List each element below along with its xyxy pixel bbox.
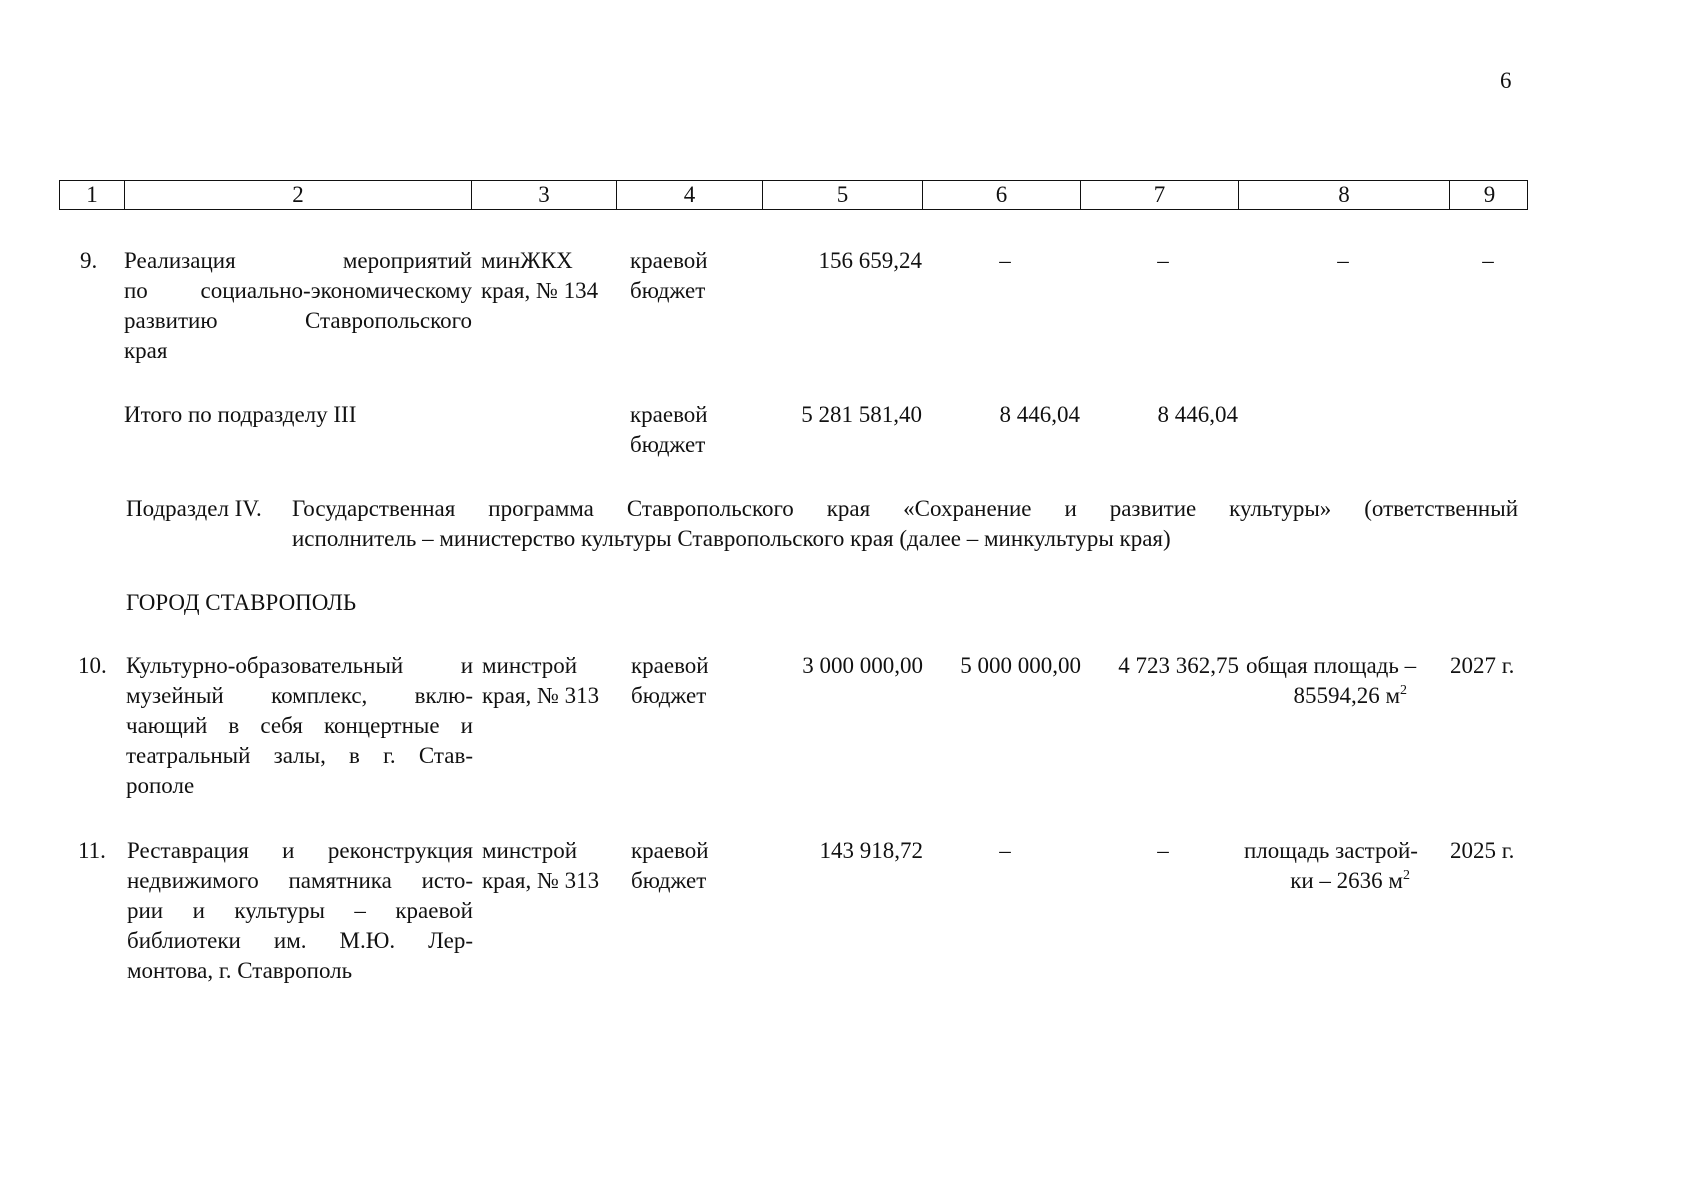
unit-superscript: 2 bbox=[1400, 683, 1407, 698]
row-col9-value: – bbox=[1482, 248, 1494, 273]
row-name-line: Реализация мероприятий bbox=[124, 248, 472, 273]
row-org-line: края, № 313 bbox=[482, 868, 600, 893]
row-org-line: минстрой bbox=[482, 838, 578, 863]
row-name-line: по социально-экономическому bbox=[124, 278, 472, 303]
row-col6-value: 5 000 000,00 bbox=[960, 653, 1081, 678]
row-org bbox=[482, 836, 599, 896]
row-col9-value: 2025 г. bbox=[1450, 838, 1515, 863]
column-number: 7 bbox=[1081, 181, 1239, 209]
row-org bbox=[482, 651, 599, 711]
row-name-line: рополе bbox=[126, 773, 195, 798]
column-number: 6 bbox=[923, 181, 1081, 209]
row-org-line: края, № 134 bbox=[481, 278, 599, 303]
subtotal-budget-line: краевой bbox=[630, 402, 708, 427]
row-col6-value: – bbox=[999, 838, 1011, 863]
subsection-prefix: Подраздел IV. bbox=[126, 496, 262, 521]
row-col9-value: 2027 г. bbox=[1450, 653, 1515, 678]
row-org-line: минЖКХ bbox=[481, 248, 573, 273]
row-name-line: чающий в себя концертные и bbox=[126, 713, 473, 738]
row-col7-value: 4 723 362,75 bbox=[1118, 653, 1239, 678]
column-number: 4 bbox=[617, 181, 763, 209]
row-budget bbox=[631, 651, 709, 711]
unit-superscript: 2 bbox=[1403, 868, 1410, 883]
subtotal-col7-value: 8 446,04 bbox=[1157, 402, 1238, 427]
page-number: 6 bbox=[1500, 68, 1512, 93]
city-heading: ГОРОД СТАВРОПОЛЬ bbox=[126, 590, 357, 615]
subtotal-col6-value: 8 446,04 bbox=[999, 402, 1080, 427]
row-budget-line: бюджет bbox=[631, 868, 707, 893]
row-number: 10. bbox=[78, 653, 107, 678]
row-col5-value: 143 918,72 bbox=[819, 838, 923, 863]
row-name-line: театральный залы, в г. Став- bbox=[126, 743, 473, 768]
row-col8-line: площадь застрой- bbox=[1244, 838, 1418, 863]
row-name-line: развитию Ставропольского bbox=[124, 308, 472, 333]
row-name-line: музейный комплекс, вклю- bbox=[126, 683, 473, 708]
row-budget-line: краевой bbox=[630, 248, 708, 273]
row-name-line: Реставрация и реконструкция bbox=[127, 838, 473, 863]
row-budget-line: бюджет bbox=[630, 278, 706, 303]
row-number: 11. bbox=[78, 838, 106, 863]
row-budget-line: бюджет bbox=[631, 683, 707, 708]
subsection-title-line: Государственная программа Ставропольского края «Сохранение и развитие культуры» (ответственный bbox=[292, 496, 1518, 521]
subtotal-label: Итого по подразделу III bbox=[124, 402, 357, 427]
row-col6-value: – bbox=[999, 248, 1011, 273]
column-number: 5 bbox=[763, 181, 923, 209]
row-col8-value: – bbox=[1337, 248, 1349, 273]
row-name-line: рии и культуры – краевой bbox=[127, 898, 473, 923]
row-name-line: края bbox=[124, 338, 168, 363]
subtotal-budget-line: бюджет bbox=[630, 432, 706, 457]
row-budget-line: краевой bbox=[631, 838, 709, 863]
row-col7-value: – bbox=[1157, 248, 1169, 273]
row-number: 9. bbox=[80, 248, 98, 273]
subsection-title-line: исполнитель – министерство культуры Ставропольского края (далее – минкультуры края) bbox=[292, 526, 1171, 551]
row-budget bbox=[631, 836, 709, 896]
row-name-line: недвижимого памятника исто- bbox=[127, 868, 473, 893]
row-col8-line: общая площадь – bbox=[1246, 653, 1417, 678]
row-name-line: библиотеки им. М.Ю. Лер- bbox=[127, 928, 473, 953]
column-number: 3 bbox=[472, 181, 617, 209]
row-org-line: минстрой bbox=[482, 653, 578, 678]
column-number: 8 bbox=[1239, 181, 1450, 209]
row-name bbox=[127, 836, 473, 986]
row-name bbox=[126, 651, 473, 801]
row-col5-value: 3 000 000,00 bbox=[802, 653, 923, 678]
subtotal-col5-value: 5 281 581,40 bbox=[801, 402, 922, 427]
column-number: 2 bbox=[125, 181, 472, 209]
row-col8-line: ки – 2636 м bbox=[1290, 868, 1403, 893]
column-number-header bbox=[59, 180, 1528, 210]
row-col8-line: 85594,26 м bbox=[1293, 683, 1400, 708]
row-col8-value bbox=[1246, 651, 1446, 711]
row-budget bbox=[630, 246, 708, 306]
row-org bbox=[481, 246, 598, 306]
row-name-line: монтова, г. Ставрополь bbox=[127, 958, 353, 983]
column-number: 1 bbox=[60, 181, 125, 209]
row-name bbox=[124, 246, 472, 366]
column-number: 9 bbox=[1483, 182, 1496, 207]
row-budget-line: краевой bbox=[631, 653, 709, 678]
row-col7-value: – bbox=[1157, 838, 1169, 863]
row-col8-value bbox=[1244, 836, 1444, 896]
row-org-line: края, № 313 bbox=[482, 683, 600, 708]
subtotal-budget bbox=[630, 400, 708, 460]
row-name-line: Культурно-образовательный и bbox=[126, 653, 473, 678]
row-col5-value: 156 659,24 bbox=[818, 248, 922, 273]
